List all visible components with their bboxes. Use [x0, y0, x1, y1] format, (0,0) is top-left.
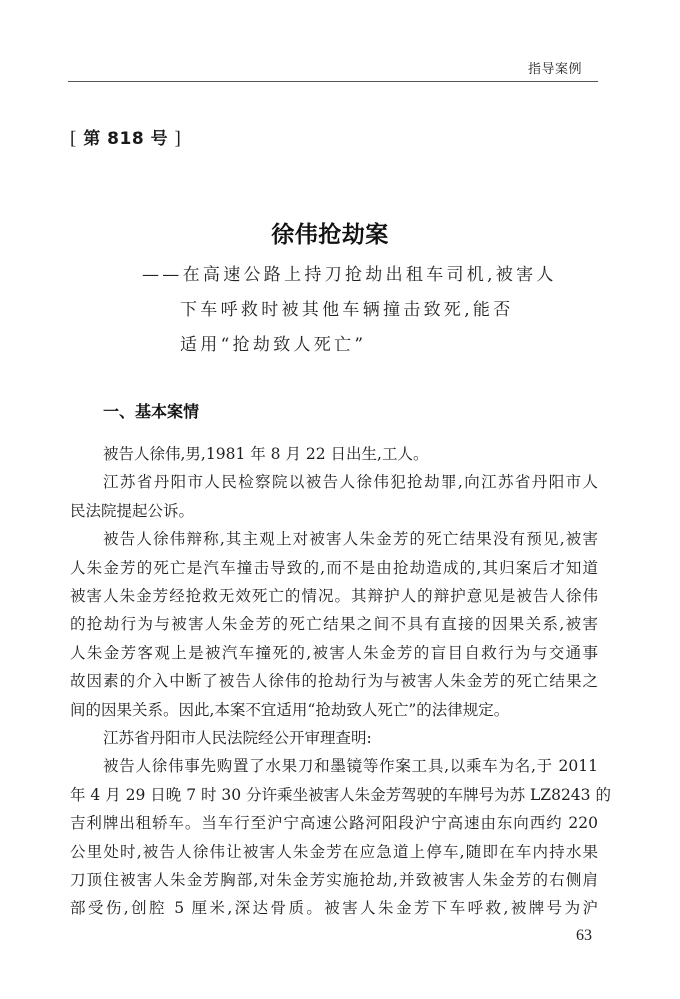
running-head: 指导案例	[528, 62, 583, 77]
case-number	[70, 124, 181, 150]
body-line: 被告人徐伟辩称,其主观上对被害人朱金芳的死亡结果没有预见,被害	[103, 530, 598, 549]
case-title-text: 徐伟抢劫案	[271, 221, 389, 248]
page-number: 63	[576, 927, 592, 944]
body-line: 被告人徐伟事先购置了水果刀和墨镜等作案工具,以乘车为名,于 2011	[103, 757, 598, 776]
case-number-open-bracket: [	[70, 128, 77, 149]
body-line: 公里处时,被告人徐伟让被害人朱金芳在应急道上停车,随即在车内持水果	[70, 842, 598, 861]
subtitle-line: ——在高速公路上持刀抢劫出租车司机,被害人	[142, 265, 557, 285]
body-line: 人朱金芳的死亡是汽车撞击导致的,而不是由抢劫造成的,其归案后才知道	[70, 558, 598, 577]
section-heading: 一、基本案情	[103, 402, 200, 421]
body-line: 人朱金芳客观上是被汽车撞死的,被害人朱金芳的盲目自救行为与交通事	[70, 643, 598, 662]
case-number-close-bracket: ]	[174, 128, 182, 149]
body-line: 刀顶住被害人朱金芳胸部,对朱金芳实施抢劫,并致被害人朱金芳的右侧肩	[70, 871, 598, 889]
body-line: 江苏省丹阳市人民法院经公开审理查明:	[103, 729, 372, 747]
body-line: 民法院提起公诉。	[70, 501, 195, 520]
body-line: 的抢劫行为与被害人朱金芳的死亡结果之间不具有直接的因果关系,被害	[70, 615, 598, 634]
body-line: 被害人朱金芳经抢救无效死亡的情况。其辩护人的辩护意见是被告人徐伟	[70, 587, 598, 605]
header-rule	[68, 81, 598, 82]
case-title	[0, 216, 680, 249]
body-line: 吉利牌出租轿车。当车行至沪宁高速公路河阳段沪宁高速由东向西约 220	[70, 814, 598, 833]
body-line: 间的因果关系。因此,本案不宜适用“抢劫致人死亡”的法律规定。	[70, 700, 510, 719]
subtitle-line: 适用“抢劫致人死亡”	[180, 335, 367, 355]
body-line: 被告人徐伟,男,1981 年 8 月 22 日出生,工人。	[103, 445, 429, 463]
body-line: 江苏省丹阳市人民检察院以被告人徐伟犯抢劫罪,向江苏省丹阳市人	[103, 473, 598, 492]
body-line: 年 4 月 29 日晚 7 时 30 分许乘坐被害人朱金芳驾驶的车牌号为苏 LZ8243 的	[70, 785, 611, 804]
case-number-label: 第 818 号	[83, 129, 169, 149]
body-line: 故因素的介入中断了被告人徐伟的抢劫行为与被害人朱金芳的死亡结果之	[70, 672, 598, 691]
body-line: 部受伤,创腔 5 厘米,深达骨质。被害人朱金芳下车呼救,被牌号为沪	[70, 899, 598, 918]
subtitle-line: 下车呼救时被其他车辆撞击致死,能否	[180, 300, 514, 320]
